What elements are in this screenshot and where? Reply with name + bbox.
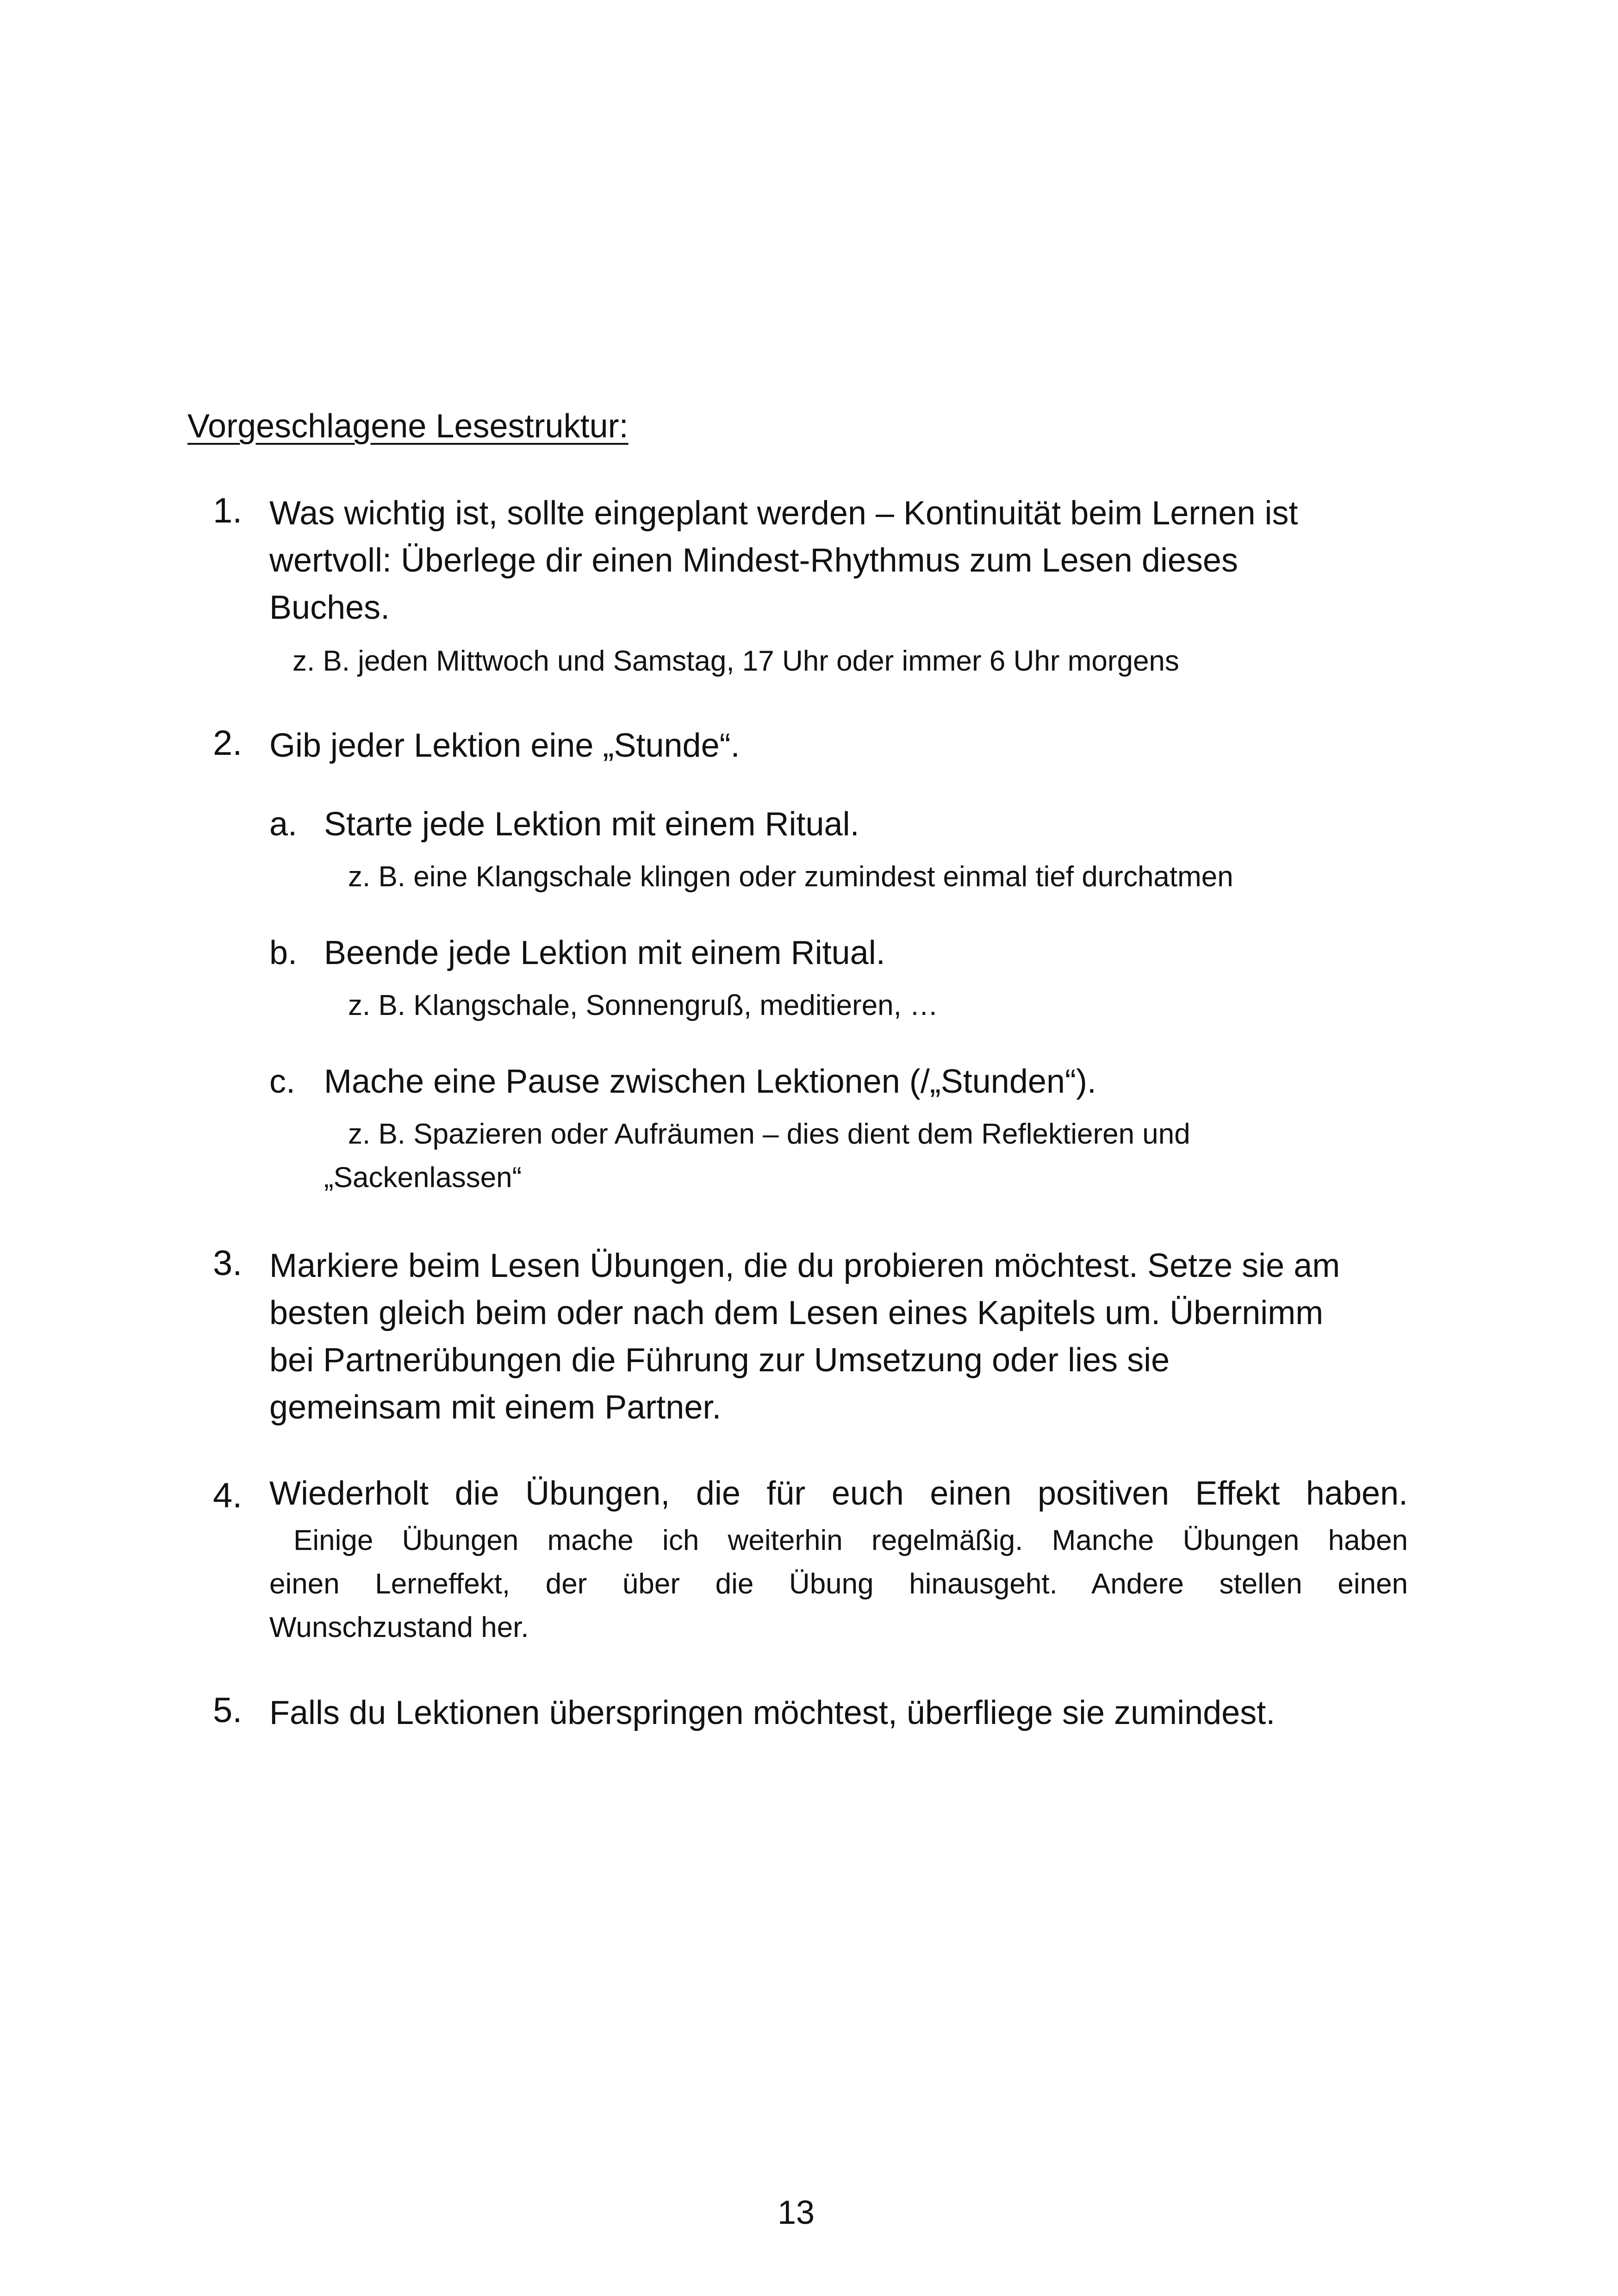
subitem-c-example-line-2: „Sackenlassen“ [324, 1162, 522, 1194]
list-number-5: 5. [213, 1691, 243, 1730]
item-4-text: Wiederholt die Übungen, die für euch einen positiven Effekt haben. [269, 1475, 1408, 1512]
item-2-text: Gib jeder Lektion eine „Stunde“. [269, 727, 740, 764]
item-3-line-2: besten gleich beim oder nach dem Lesen eines Kapitels um. Übernimm [269, 1294, 1324, 1332]
item-4-example-line-3: Wunschzustand her. [269, 1612, 529, 1643]
item-4-example-line-1: Einige Übungen mache ich weiterhin regelmäßig. Manche Übungen haben [293, 1524, 1408, 1556]
subitem-c-text: Mache eine Pause zwischen Lektionen (/„Stunden“). [324, 1063, 1096, 1100]
item-1-line-1: Was wichtig ist, sollte eingeplant werden – Kontinuität beim Lernen ist [269, 495, 1298, 532]
item-5-text: Falls du Lektionen überspringen möchtest, überfliege sie zumindest. [269, 1694, 1276, 1731]
list-number-4: 4. [213, 1476, 243, 1515]
list-number-2: 2. [213, 723, 243, 763]
item-4-example-line-2: einen Lerneffekt, der über die Übung hinausgeht. Andere stellen einen [269, 1568, 1408, 1600]
subitem-b-letter: b. [269, 934, 298, 971]
list-number-3: 3. [213, 1244, 243, 1283]
item-3-line-3: bei Partnerübungen die Führung zur Umsetzung oder lies sie [269, 1342, 1170, 1379]
subitem-a-text: Starte jede Lektion mit einem Ritual. [324, 806, 859, 843]
page-number: 13 [777, 2194, 815, 2231]
item-1-line-2: wertvoll: Überlege dir einen Mindest-Rhythmus zum Lesen dieses [269, 542, 1238, 579]
list-number-1: 1. [213, 491, 243, 530]
subitem-a-letter: a. [269, 806, 298, 843]
subitem-a-example: z. B. eine Klangschale klingen oder zumindest einmal tief durchatmen [348, 861, 1233, 893]
item-3-line-1: Markiere beim Lesen Übungen, die du probieren möchtest. Setze sie am [269, 1247, 1340, 1284]
item-1-text [269, 490, 1408, 631]
subitem-c-letter: c. [269, 1063, 296, 1100]
item-3-text [269, 1242, 1408, 1431]
item-3-line-4: gemeinsam mit einem Partner. [269, 1389, 722, 1426]
subitem-b-text: Beende jede Lektion mit einem Ritual. [324, 934, 885, 971]
subitem-c-example-line-1: z. B. Spazieren oder Aufräumen – dies dient dem Reflektieren und [348, 1118, 1190, 1150]
subitem-b-example: z. B. Klangschale, Sonnengruß, meditieren, … [348, 989, 939, 1021]
item-1-example: z. B. jeden Mittwoch und Samstag, 17 Uhr oder immer 6 Uhr morgens [292, 645, 1179, 677]
item-4-example [269, 1519, 1408, 1649]
section-heading: Vorgeschlagene Lesestruktur: [187, 408, 629, 445]
item-1-line-3: Buches. [269, 589, 390, 626]
